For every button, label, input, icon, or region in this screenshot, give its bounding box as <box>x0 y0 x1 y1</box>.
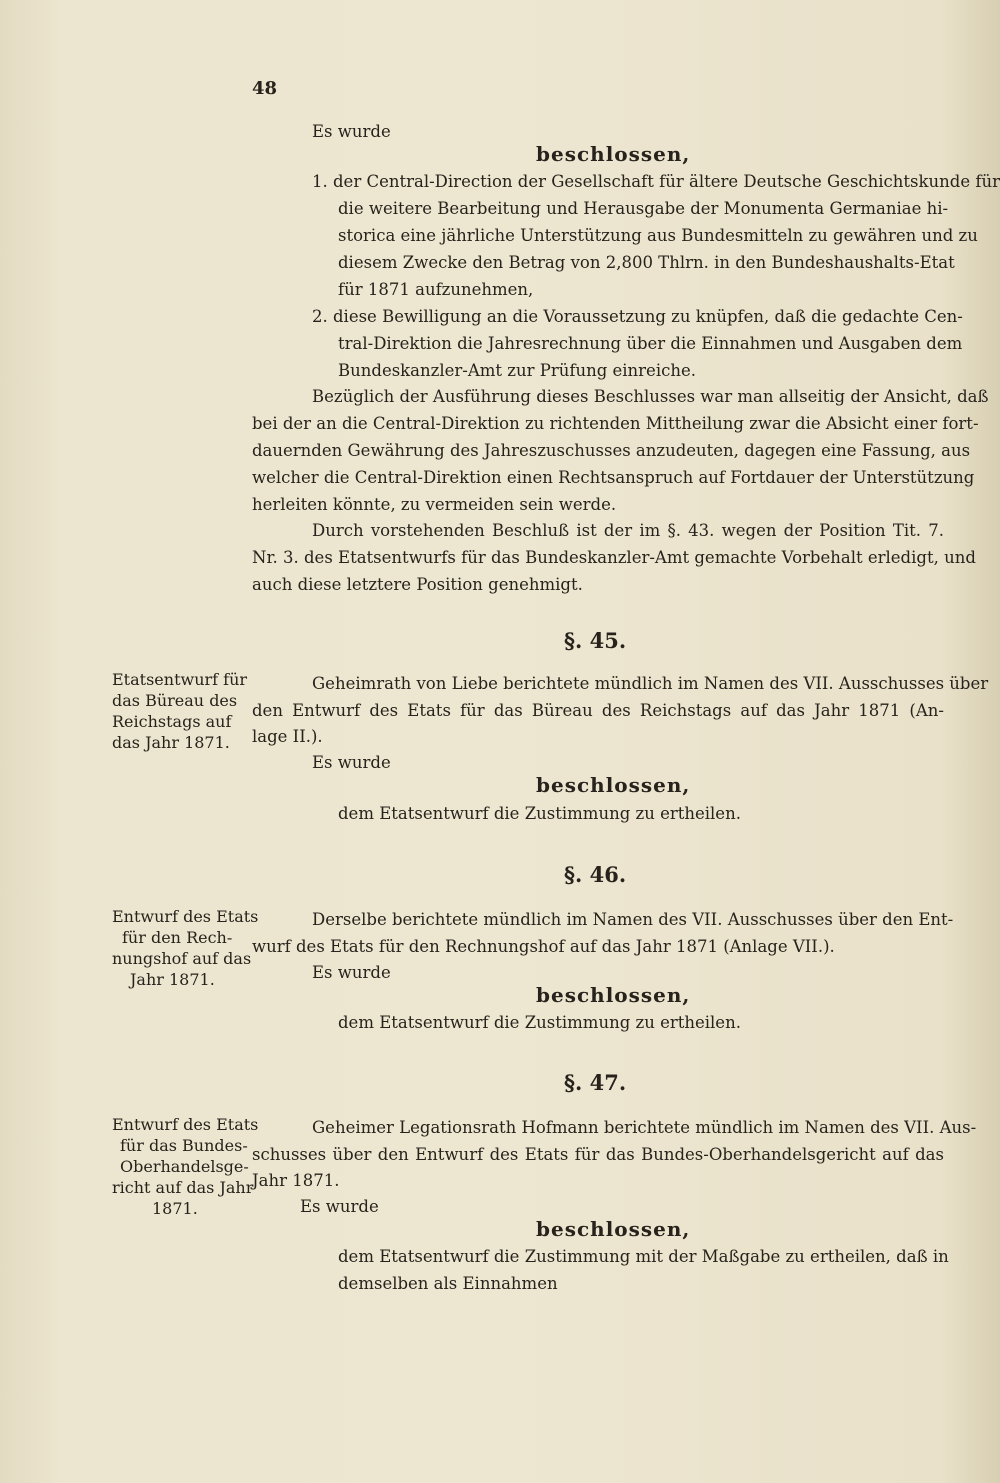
body-line: wurf des Etats für den Rechnungshof auf das Jahr 1871 (Anlage VII.). <box>252 937 835 956</box>
resolution-line: die weitere Bearbeitung und Herausgabe der Monumenta Germaniae hi- <box>338 199 949 218</box>
body-line: den Entwurf des Etats für das Büreau des Reichstags auf das Jahr 1871 (An- <box>252 701 944 720</box>
body-line: schusses über den Entwurf des Etats für das Bundes-Oberhandelsgericht auf das <box>252 1145 944 1164</box>
page-number: 48 <box>252 78 278 99</box>
resolution-line: demselben als Einnahmen <box>338 1274 558 1293</box>
margin-note-46: Jahr 1871. <box>130 970 215 989</box>
margin-note-45: das Jahr 1871. <box>112 733 230 752</box>
resolution-line: diesem Zwecke den Betrag von 2,800 Thlrn. in den Bundeshaushalts-Etat <box>338 253 955 272</box>
resolution-line: 2. diese Bewilligung an die Voraussetzung zu knüpfen, daß die gedachte Cen- <box>312 307 963 326</box>
resolution-line: Bundeskanzler-Amt zur Prüfung einreiche. <box>338 361 696 380</box>
section-heading-46: §. 46. <box>564 862 627 887</box>
margin-note-45: das Büreau des <box>112 691 238 710</box>
body-line: lage II.). <box>252 727 323 746</box>
es-wurde-text: Es wurde <box>312 122 391 141</box>
margin-note-46: für den Rech- <box>122 928 233 947</box>
beschlossen-heading: beschlossen, <box>536 773 691 797</box>
body-line: welcher die Central-Direktion einen Rechtsanspruch auf Fortdauer der Unterstützung <box>252 468 975 487</box>
margin-note-45: Reichstags auf <box>112 712 232 731</box>
body-line: Geheimrath von Liebe berichtete mündlich im Namen des VII. Ausschusses über <box>312 674 989 693</box>
es-wurde-text: Es wurde <box>312 753 391 772</box>
body-line: Nr. 3. des Etatsentwurfs für das Bundeskanzler-Amt gemachte Vorbehalt erledigt, und <box>252 548 976 567</box>
resolution-line: tral-Direktion die Jahresrechnung über die Einnahmen und Ausgaben dem <box>338 334 963 353</box>
resolution-line: dem Etatsentwurf die Zustimmung zu ertheilen. <box>338 1013 741 1032</box>
body-line: auch diese letztere Position genehmigt. <box>252 575 583 594</box>
section-heading-47: §. 47. <box>564 1070 627 1095</box>
resolution-line: 1. der Central-Direction der Gesellschaft für ältere Deutsche Geschichtskunde für <box>312 172 1000 191</box>
resolution-line: dem Etatsentwurf die Zustimmung mit der Maßgabe zu ertheilen, daß in <box>338 1247 949 1266</box>
body-line: Durch vorstehenden Beschluß ist der im §. 43. wegen der Position Tit. 7. <box>312 521 944 540</box>
beschlossen-heading: beschlossen, <box>536 142 691 166</box>
margin-note-46: nungshof auf das <box>112 949 252 968</box>
margin-note-47: für das Bundes- <box>120 1136 248 1155</box>
margin-note-47: Entwurf des Etats <box>112 1115 259 1134</box>
margin-note-47: 1871. <box>152 1199 198 1218</box>
section-heading-45: §. 45. <box>564 628 627 653</box>
beschlossen-heading: beschlossen, <box>536 983 691 1007</box>
body-line: Bezüglich der Ausführung dieses Beschlusses war man allseitig der Ansicht, daß <box>312 387 989 406</box>
body-line: Derselbe berichtete mündlich im Namen des VII. Ausschusses über den Ent- <box>312 910 954 929</box>
resolution-line: storica eine jährliche Unterstützung aus Bundesmitteln zu gewähren und zu <box>338 226 978 245</box>
body-line: herleiten könnte, zu vermeiden sein werde. <box>252 495 617 514</box>
margin-note-47: richt auf das Jahr <box>112 1178 254 1197</box>
margin-note-45: Etatsentwurf für <box>112 670 248 689</box>
resolution-line: für 1871 aufzunehmen, <box>338 280 534 299</box>
es-wurde-text: Es wurde <box>300 1197 379 1216</box>
body-line: dauernden Gewährung des Jahreszuschusses anzudeuten, dagegen eine Fassung, aus <box>252 441 971 460</box>
resolution-line: dem Etatsentwurf die Zustimmung zu ertheilen. <box>338 804 741 823</box>
beschlossen-heading: beschlossen, <box>536 1217 691 1241</box>
margin-note-47: Oberhandelsge- <box>120 1157 249 1176</box>
margin-note-46: Entwurf des Etats <box>112 907 259 926</box>
es-wurde-text: Es wurde <box>312 963 391 982</box>
body-line: bei der an die Central-Direktion zu richtenden Mittheilung zwar die Absicht einer fort- <box>252 414 979 433</box>
body-line: Geheimer Legationsrath Hofmann berichtete mündlich im Namen des VII. Aus- <box>312 1118 977 1137</box>
body-line: Jahr 1871. <box>252 1171 340 1190</box>
